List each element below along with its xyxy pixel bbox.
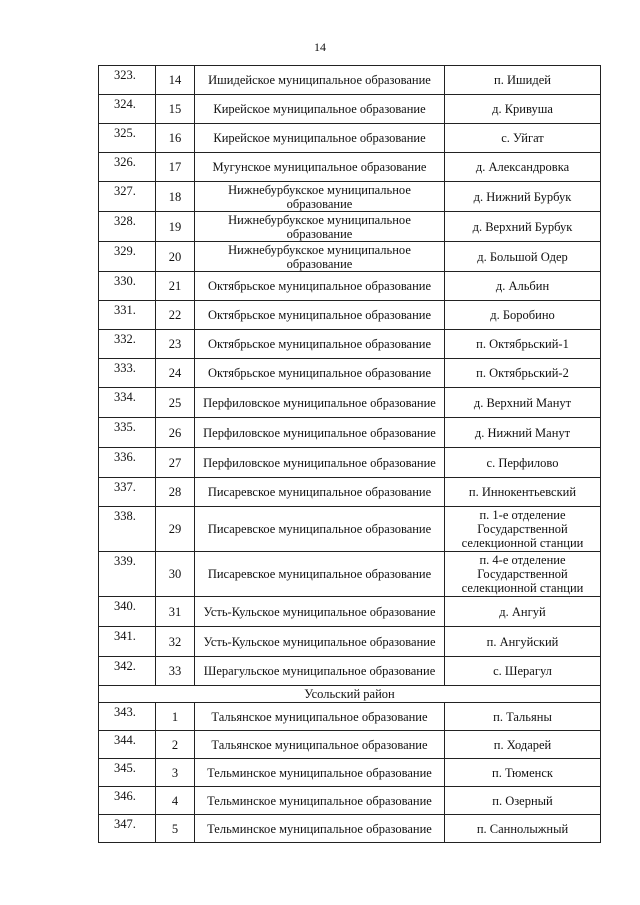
row-number: 332. (99, 330, 156, 359)
table-row (99, 478, 601, 507)
municipality-name: Кирейское муниципальное образование (195, 124, 445, 153)
table-row (99, 657, 601, 686)
table-row (99, 242, 601, 272)
municipality-name: Шерагульское муниципальное образование (195, 657, 445, 686)
row-sub-number: 28 (156, 478, 195, 507)
settlement-name: п. 4-е отделение Государственной селекционной станции (445, 552, 601, 597)
row-sub-number: 32 (156, 627, 195, 657)
row-number: 326. (99, 153, 156, 182)
municipality-name: Тельминское муниципальное образование (195, 759, 445, 787)
municipality-name: Ишидейское муниципальное образование (195, 66, 445, 95)
table-row (99, 272, 601, 301)
settlement-name: п. Ангуйский (445, 627, 601, 657)
row-sub-number: 20 (156, 242, 195, 272)
settlement-name: д. Большой Одер (445, 242, 601, 272)
row-sub-number: 16 (156, 124, 195, 153)
table-row (99, 212, 601, 242)
row-sub-number: 3 (156, 759, 195, 787)
row-sub-number: 30 (156, 552, 195, 597)
row-sub-number: 31 (156, 597, 195, 627)
row-number: 325. (99, 124, 156, 153)
settlements-table (98, 65, 601, 843)
table-row (99, 703, 601, 731)
row-number: 344. (99, 731, 156, 759)
settlement-name: п. Саннолыжный (445, 815, 601, 843)
row-number: 334. (99, 388, 156, 418)
settlement-name: д. Кривуша (445, 95, 601, 124)
municipality-name: Перфиловское муниципальное образование (195, 448, 445, 478)
row-number: 324. (99, 95, 156, 124)
municipality-name: Усть-Кульское муниципальное образование (195, 627, 445, 657)
municipality-name: Нижнебурбукское муниципальное образование (195, 242, 445, 272)
table-row (99, 153, 601, 182)
table-row (99, 759, 601, 787)
row-number: 330. (99, 272, 156, 301)
settlement-name: п. Октябрьский-1 (445, 330, 601, 359)
municipality-name: Октябрьское муниципальное образование (195, 330, 445, 359)
table-row (99, 418, 601, 448)
table-row (99, 787, 601, 815)
table-row (99, 301, 601, 330)
row-sub-number: 18 (156, 182, 195, 212)
row-number: 335. (99, 418, 156, 448)
row-number: 342. (99, 657, 156, 686)
row-sub-number: 5 (156, 815, 195, 843)
settlement-name: п. Озерный (445, 787, 601, 815)
settlement-name: д. Нижний Бурбук (445, 182, 601, 212)
municipality-name: Перфиловское муниципальное образование (195, 418, 445, 448)
district-title: Усольский район (99, 686, 601, 703)
settlement-name: д. Боробино (445, 301, 601, 330)
row-number: 341. (99, 627, 156, 657)
table-row (99, 815, 601, 843)
row-number: 333. (99, 359, 156, 388)
municipality-name: Писаревское муниципальное образование (195, 552, 445, 597)
row-number: 339. (99, 552, 156, 597)
settlement-name: п. Тюменск (445, 759, 601, 787)
municipality-name: Писаревское муниципальное образование (195, 478, 445, 507)
row-sub-number: 14 (156, 66, 195, 95)
municipality-name: Октябрьское муниципальное образование (195, 272, 445, 301)
row-number: 329. (99, 242, 156, 272)
row-number: 343. (99, 703, 156, 731)
row-number: 336. (99, 448, 156, 478)
municipality-name: Кирейское муниципальное образование (195, 95, 445, 124)
settlement-name: п. Ишидей (445, 66, 601, 95)
table-row (99, 731, 601, 759)
table-row (99, 552, 601, 597)
row-sub-number: 17 (156, 153, 195, 182)
table-row (99, 597, 601, 627)
municipality-name: Тальянское муниципальное образование (195, 731, 445, 759)
table-row (99, 448, 601, 478)
municipality-name: Нижнебурбукское муниципальное образование (195, 182, 445, 212)
municipality-name: Нижнебурбукское муниципальное образование (195, 212, 445, 242)
table-row (99, 507, 601, 552)
municipality-name: Октябрьское муниципальное образование (195, 359, 445, 388)
settlement-name: п. Тальяны (445, 703, 601, 731)
row-number: 338. (99, 507, 156, 552)
row-number: 327. (99, 182, 156, 212)
row-number: 323. (99, 66, 156, 95)
settlement-name: д. Ангуй (445, 597, 601, 627)
settlement-name: д. Верхний Бурбук (445, 212, 601, 242)
row-sub-number: 19 (156, 212, 195, 242)
row-sub-number: 24 (156, 359, 195, 388)
municipality-name: Тельминское муниципальное образование (195, 787, 445, 815)
municipality-name: Писаревское муниципальное образование (195, 507, 445, 552)
row-number: 347. (99, 815, 156, 843)
row-sub-number: 1 (156, 703, 195, 731)
row-number: 337. (99, 478, 156, 507)
row-sub-number: 26 (156, 418, 195, 448)
table-row (99, 359, 601, 388)
row-sub-number: 2 (156, 731, 195, 759)
row-number: 346. (99, 787, 156, 815)
table-row (99, 330, 601, 359)
row-sub-number: 21 (156, 272, 195, 301)
settlement-name: д. Александровка (445, 153, 601, 182)
row-sub-number: 29 (156, 507, 195, 552)
table-row (99, 182, 601, 212)
row-number: 345. (99, 759, 156, 787)
settlement-name: д. Нижний Манут (445, 418, 601, 448)
table-row (99, 95, 601, 124)
settlement-name: с. Уйгат (445, 124, 601, 153)
row-sub-number: 25 (156, 388, 195, 418)
row-sub-number: 4 (156, 787, 195, 815)
settlement-name: с. Шерагул (445, 657, 601, 686)
row-number: 340. (99, 597, 156, 627)
table-row (99, 627, 601, 657)
row-number: 331. (99, 301, 156, 330)
municipality-name: Тельминское муниципальное образование (195, 815, 445, 843)
municipality-name: Тальянское муниципальное образование (195, 703, 445, 731)
page-number: 14 (314, 40, 326, 54)
table-row (99, 124, 601, 153)
municipality-name: Мугунское муниципальное образование (195, 153, 445, 182)
municipality-name: Перфиловское муниципальное образование (195, 388, 445, 418)
row-sub-number: 15 (156, 95, 195, 124)
table-row (99, 66, 601, 95)
row-sub-number: 22 (156, 301, 195, 330)
municipality-name: Октябрьское муниципальное образование (195, 301, 445, 330)
row-sub-number: 27 (156, 448, 195, 478)
settlement-name: д. Альбин (445, 272, 601, 301)
row-sub-number: 33 (156, 657, 195, 686)
settlement-name: п. Ходарей (445, 731, 601, 759)
settlement-name: п. 1-е отделение Государственной селекционной станции (445, 507, 601, 552)
district-header-row (99, 686, 601, 703)
table-row (99, 388, 601, 418)
settlement-name: п. Октябрьский-2 (445, 359, 601, 388)
settlement-name: д. Верхний Манут (445, 388, 601, 418)
settlement-name: п. Иннокентьевский (445, 478, 601, 507)
settlement-name: с. Перфилово (445, 448, 601, 478)
row-sub-number: 23 (156, 330, 195, 359)
row-number: 328. (99, 212, 156, 242)
municipality-name: Усть-Кульское муниципальное образование (195, 597, 445, 627)
